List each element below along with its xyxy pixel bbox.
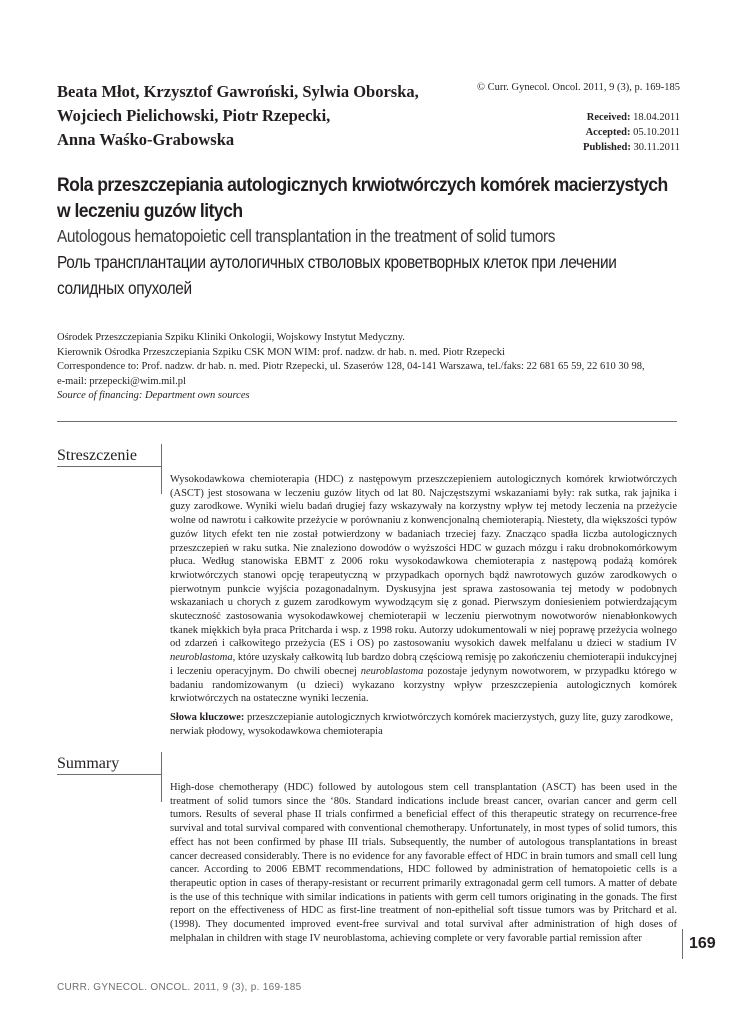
keywords-label: Słowa kluczowe: [170,712,245,723]
correspondence-line: Correspondence to: Prof. nadzw. dr hab. n. med. Piotr Rzepecki, ul. Szaserów 128, 04-141 Warszawa, tel./faks: 22 681 65 59, 22 610 30 98, [57,361,645,372]
streszczenie-p1-end: pozostaje jedynym nowotworem, w przypadku którego w badaniu randomizowanym (u dzieci) wykazano korzystny wpływ przeszczepienia autologicznych komórek krwiotwórczych na ostateczne wyniki leczenia. [170,665,677,705]
publication-dates [583,110,680,155]
section-rule [57,466,161,467]
title-russian-line-2: солидных опухолей [57,278,192,298]
authors [57,80,447,152]
title-polish-line-1: Rola przeszczepiania autologicznych krwiotwórczych komórek macierzystych [57,174,668,196]
summary-heading: Summary [57,755,120,772]
affiliation-line-2: Kierownik Ośrodka Przeszczepiania Szpiku CSK MON WIM: prof. nadzw. dr hab. n. med. Piotr Rzepecki [57,346,505,358]
streszczenie-heading: Streszczenie [57,447,137,464]
affiliation-line-1: Ośrodek Przeszczepiania Szpiku Kliniki Onkologii, Wojskowy Instytut Medyczny. [57,332,405,343]
page-number-rule [682,929,683,959]
streszczenie-italic-2: neuroblastoma [360,665,424,677]
keywords-text: przeszczepianie autologicznych krwiotwórczych komórek macierzystych, guzy lite, guzy zarodkowe, nerwiak płodowy, wysokodawkowa chemioterapia [170,712,673,737]
affiliation [57,331,697,404]
streszczenie-text [170,473,677,706]
title-polish [57,172,696,224]
financing-line: Source of financing: Department own sources [57,390,250,401]
streszczenie-p1: Wysokodawkowa chemioterapia (HDC) z następowym przeszczepieniem autologicznych komórek krwiotwórczych (ASCT) jest stosowana w leczeniu guzów litych od lat 80. Najczęstszymi wskazaniami były: rak sutka, rak jajnika i guzy zarodkowe. Wyniki wielu badań drugiej fazy wskazywały na korzystny wpływ tej metody leczenia na przeżycie wolne od nawrotu i całkowite przeżycie w porównaniu z konwencjonalną chemioterapią. Niestety, dla większości typów guzów litych efekt ten nie został potwierdzony w badaniach trzeciej fazy. Znacząco spadła liczba autologicznych przeszczepień w raku sutka. Nie znaleziono dowodów o wyższości HDC w guzach mózgu i raku drobnokomórkowym płuca. Według stanowiska EBMT z 2006 roku wysokodawkowa chemioterapia z następową podażą komórek krwiotwórczych stanowi opcję terapeutyczną w przypadkach opornych bądź nawrotowych guzów zarodkowych o pierwotnym punkcie wyjścia pozagonadalnym. Dyskusyjna jest sprawa zastosowania tej metody w podobnych wskazaniach u chorych z guzem zarodkowym wywodzącym się z gonad. Pierwszym doniesieniem potwierdzającym skuteczność zastosowania wysokodawkowej chemioterapii w leczeniu pierwotnym nowotworów nienabłonkowych tkanek miękkich była praca Pritcharda i wsp. z 1998 roku. Autorzy udokumentowali w niej poprawę przeżycia wolnego od zdarzeń i całkowitego przeżycia (ES i OS) po zastosowaniu wysokich dawek melfalanu u dzieci w stadium IV [170,474,677,650]
title-polish-line-2: w leczeniu guzów litych [57,200,243,222]
streszczenie-p1-cont: , które uzyskały całkowitą lub bardzo dobrą częściową remisję po zakończeniu chemioterapii indukcyjnej i leczeniu operacyjnym. Do chwili obecnej [170,652,677,677]
section-bracket [161,752,162,802]
title-block [57,172,697,301]
received-date: 18.04.2011 [633,112,680,123]
title-russian [57,249,691,301]
streszczenie-italic-1: neuroblastoma [170,652,233,664]
summary-paragraph: High-dose chemotherapy (HDC) followed by autologous stem cell transplantation (ASCT) has been used in the treatment of solid tumors since the ‘80s. Standard indications include breast cancer, ovarian cancer and germ cell tumors. Results of several phase II trials confirmed a beneficial effect of this therapeutic strategy on recurrence-free survival and total survival compared with conventional chemotherapy. Unfortunately, in most types of solid tumors, this effect has not been confirmed by phase III trials. Subsequently, the number of autologous transplantations in breast cancer decreased considerably. There is no evidence for any favorable effect of HDC in brain tumors and small cell lung cancer. According to 2006 EBMT recommendations, HDC followed by administration of hematopoietic cells is a therapeutic option in cases of therapy-resistant or recurrent primarily extragonadal germ cell tumors. A matter of debate is the use of this technique with similar indications in patients with germ cell tumors originating in the gonads. The first report on the effectiveness of HDC as first-line treatment of non-epithelial soft tissue tumors was by Pritchard et al. (1998). They documented improved event-free survival and total survival after administration of high doses of melphalan in children with stage IV neuroblastoma, achieving complete or very favorable partial remission after [170,782,677,944]
author-line-1: Beata Młot, Krzysztof Gawroński, Sylwia Oborska, [57,82,419,101]
title-english: Autologous hematopoietic cell transplantation in the treatment of solid tumors [57,226,556,246]
published-date: 30.11.2011 [633,142,680,153]
section-bracket [161,444,162,494]
received-label: Received: [586,112,631,123]
email-line: e-mail: przepecki@wim.mil.pl [57,375,186,387]
published-label: Published: [583,142,631,153]
summary-text [170,781,677,945]
page-number: 169 [689,935,716,952]
section-rule [57,774,161,775]
divider [57,421,677,422]
title-russian-line-1: Роль трансплантации аутологичных стволовых кроветворных клеток при лечении [57,252,617,272]
footer: CURR. GYNECOL. ONCOL. 2011, 9 (3), p. 169-185 [57,982,302,993]
accepted-label: Accepted: [585,127,631,138]
citation: © Curr. Gynecol. Oncol. 2011, 9 (3), p. 169-185 [477,82,680,93]
keywords [170,711,677,738]
author-line-2: Wojciech Pielichowski, Piotr Rzepecki, [57,106,331,125]
accepted-date: 05.10.2011 [633,127,680,138]
author-line-3: Anna Waśko-Grabowska [57,130,235,149]
